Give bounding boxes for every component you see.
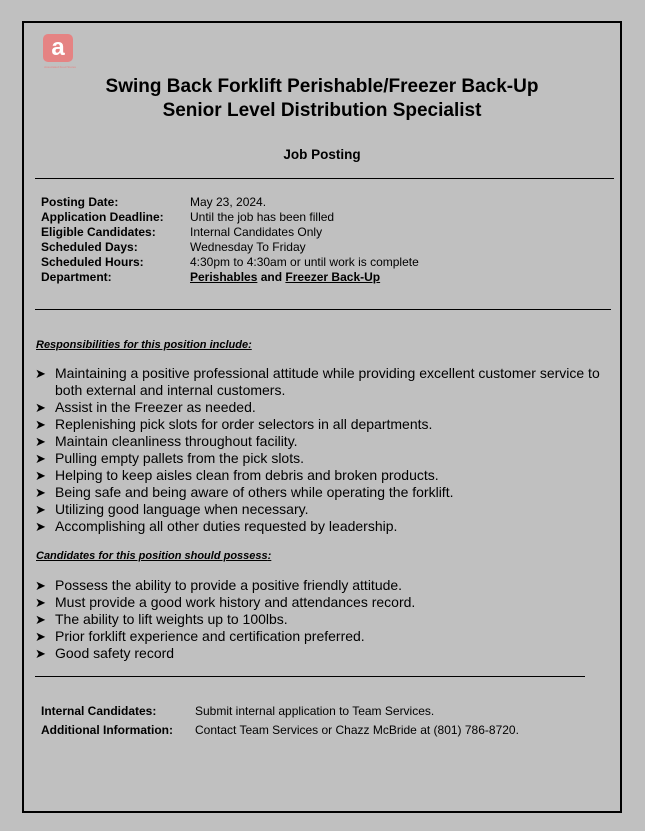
- divider-bottom: [35, 676, 585, 677]
- info-row-department: [41, 270, 419, 285]
- arrow-bullet-icon: ➤: [35, 612, 46, 627]
- posting-date-value: May 23, 2024.: [190, 195, 267, 209]
- candidate-text: Must provide a good work history and attendances record.: [55, 594, 416, 610]
- list-item: [35, 450, 617, 467]
- department-label: Department:: [41, 270, 112, 284]
- arrow-bullet-icon: ➤: [35, 451, 46, 466]
- list-item: [35, 365, 617, 399]
- deadline-value: Until the job has been filled: [190, 210, 335, 224]
- list-item: [35, 433, 617, 450]
- arrow-bullet-icon: ➤: [35, 400, 46, 415]
- list-item: [35, 628, 617, 645]
- candidate-text: Good safety record: [55, 645, 175, 661]
- arrow-bullet-icon: ➤: [35, 629, 46, 644]
- info-row-hours: [41, 255, 419, 270]
- list-item: [35, 611, 617, 628]
- additional-info-label: Additional Information:: [41, 723, 173, 737]
- list-item: [35, 399, 617, 416]
- candidate-text: Prior forklift experience and certification preferred.: [55, 628, 365, 644]
- candidates-list: [35, 577, 617, 662]
- arrow-bullet-icon: ➤: [35, 468, 46, 483]
- company-logo: [43, 34, 76, 69]
- candidates-heading-colon: :: [267, 550, 272, 562]
- eligible-label: Eligible Candidates:: [41, 225, 156, 239]
- department-value: [190, 270, 380, 285]
- days-label: Scheduled Days:: [41, 240, 138, 254]
- arrow-bullet-icon: ➤: [35, 485, 46, 500]
- job-title-line2: Senior Level Distribution Specialist: [162, 100, 482, 121]
- posting-info: [41, 195, 419, 285]
- department-perishables: Perishables: [190, 270, 258, 284]
- responsibilities-list: [35, 365, 617, 535]
- list-item: [35, 501, 617, 518]
- logo-tagline: Associated Food Stores: [44, 65, 76, 69]
- list-item: [35, 518, 617, 535]
- responsibility-text: Helping to keep aisles clean from debris and broken products.: [55, 467, 439, 483]
- list-item: [35, 467, 617, 484]
- footer-internal: [41, 704, 434, 718]
- footer-additional: [41, 723, 519, 737]
- info-row-days: [41, 240, 419, 255]
- arrow-bullet-icon: ➤: [35, 434, 46, 449]
- additional-info-value: Contact Team Services or Chazz McBride at (801) 786-8720.: [195, 723, 519, 737]
- deadline-label: Application Deadline:: [41, 210, 164, 224]
- candidate-text: Possess the ability to provide a positive friendly attitude.: [55, 577, 403, 593]
- list-item: [35, 594, 617, 611]
- department-freezer-backup: Freezer Back-Up: [285, 270, 381, 284]
- hours-label: Scheduled Hours:: [41, 255, 144, 269]
- responsibility-text: Assist in the Freezer as needed.: [55, 399, 256, 415]
- info-row-posting-date: [41, 195, 419, 210]
- arrow-bullet-icon: ➤: [35, 366, 46, 381]
- arrow-bullet-icon: ➤: [35, 595, 46, 610]
- responsibility-text: Utilizing good language when necessary.: [55, 501, 309, 517]
- responsibility-text: Being safe and being aware of others while operating the forklift.: [55, 484, 454, 500]
- candidates-heading-text: Candidates for this position should possess: [36, 550, 268, 562]
- posting-date-label: Posting Date:: [41, 195, 119, 209]
- internal-candidates-label: Internal Candidates:: [41, 704, 157, 718]
- info-row-eligible: [41, 225, 419, 240]
- responsibility-text: Replenishing pick slots for order selectors in all departments.: [55, 416, 433, 432]
- divider-top: [35, 178, 614, 179]
- list-item: [35, 416, 617, 433]
- list-item: [35, 484, 617, 501]
- eligible-value: Internal Candidates Only: [190, 225, 323, 239]
- list-item: [35, 577, 617, 594]
- job-posting-label: Job Posting: [283, 147, 361, 162]
- responsibility-text: Pulling empty pallets from the pick slots.: [55, 450, 304, 466]
- responsibility-text: Maintaining a positive professional attitude while providing excellent customer service to both external and internal customers.: [55, 365, 600, 398]
- days-value: Wednesday To Friday: [190, 240, 306, 254]
- responsibility-text: Accomplishing all other duties requested by leadership.: [55, 518, 398, 534]
- logo-badge: [43, 34, 73, 62]
- arrow-bullet-icon: ➤: [35, 417, 46, 432]
- list-item: [35, 645, 617, 662]
- arrow-bullet-icon: ➤: [35, 519, 46, 534]
- job-title-line1: Swing Back Forklift Perishable/Freezer Back-Up: [105, 76, 539, 97]
- internal-candidates-value: Submit internal application to Team Services.: [195, 704, 435, 718]
- department-and: and: [260, 270, 283, 284]
- arrow-bullet-icon: ➤: [35, 502, 46, 517]
- responsibilities-heading: Responsibilities for this position include:: [36, 339, 252, 351]
- arrow-bullet-icon: ➤: [35, 578, 46, 593]
- candidate-text: The ability to lift weights up to 100lbs.: [55, 611, 288, 627]
- divider-middle: [35, 309, 611, 310]
- hours-value: 4:30pm to 4:30am or until work is complete: [190, 255, 419, 269]
- responsibility-text: Maintain cleanliness throughout facility.: [55, 433, 298, 449]
- candidates-heading: [36, 550, 271, 562]
- info-row-deadline: [41, 210, 419, 225]
- arrow-bullet-icon: ➤: [35, 646, 46, 661]
- logo-letter: a: [51, 34, 65, 61]
